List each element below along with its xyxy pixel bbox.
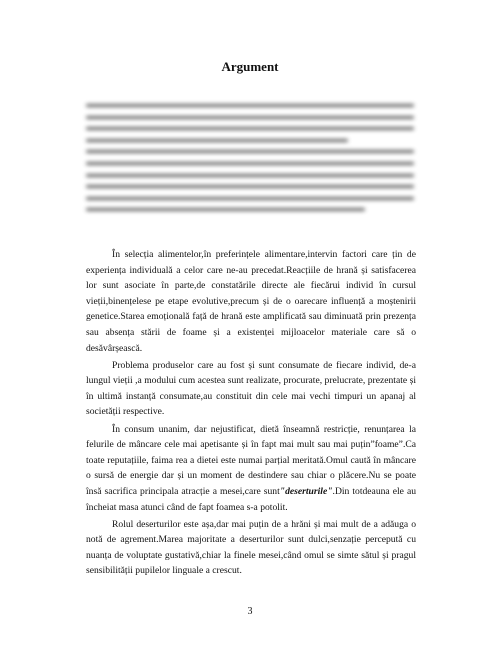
paragraph [86,422,416,516]
paragraph-text: Rolul deserturilor este așa,dar mai puțin de a hrăni și mai mult de a adăuga o notă de agrement.Marea majoritate a deserturilor sunt dulci,senzație percepută cu nuanța de voluptate gustativă,chiar la finele mesei,când omul se simte sătul și pragul sensibilității pupilelor linguale a crescut. [86,518,416,577]
emphasis-text: "deserturile" [279,485,333,497]
paragraph-text: În consum unanim, dar nejustificat, dietă înseamnă restricție, renunțarea la felurile de mâncare cele mai apetisante și în fapt mai mult sau mai puțin”foame”.Ca toate reputațiile, faima rea a dietei este numai parțial meritată.Omul caută în mâncare o sursă de energie dar și un moment de destindere sau chiar o plăcere.Nu se poate însă sacrifica principala atracție a mesei,care sunt [86,423,416,497]
page-number: 3 [247,606,253,617]
paragraph [86,247,416,356]
paragraph [86,517,416,579]
body-text [86,247,416,580]
paragraph-text: În selecția alimentelor,în preferințele alimentare,intervin factori care țin de experiența individuală a celor care ne-au precedat.Reacțiile de hrană și satisfacerea lor sunt asociate în parte,de constatările directe ale fiecărui individ în cursul vieții,binențelese pe etape evolutive,precum și de o oarecare influență a moștenirii genetice.Starea emoțională față de hrană este amplificată sau diminuată prin prezența sau absența stării de foame și a existenței mijloacelor materiale care să o desăvârșească. [86,249,416,354]
paragraph-text: Problema produselor care au fost și sunt consumate de fiecare individ, de-a lungul vieții ,a modului cum acestea sunt realizate, procurate, prelucrate, prezentate și în ultimă instanță consumate,au constituit din cele mai vechi timpuri un apanaj al societății respective. [86,359,416,418]
paragraph-text: .Din totdeauna ele au încheiat masa atunci când de fapt foamea s-a potolit. [86,485,416,513]
paragraph [86,358,416,420]
page-title: Argument [221,59,279,74]
blurred-text-block [86,104,414,224]
